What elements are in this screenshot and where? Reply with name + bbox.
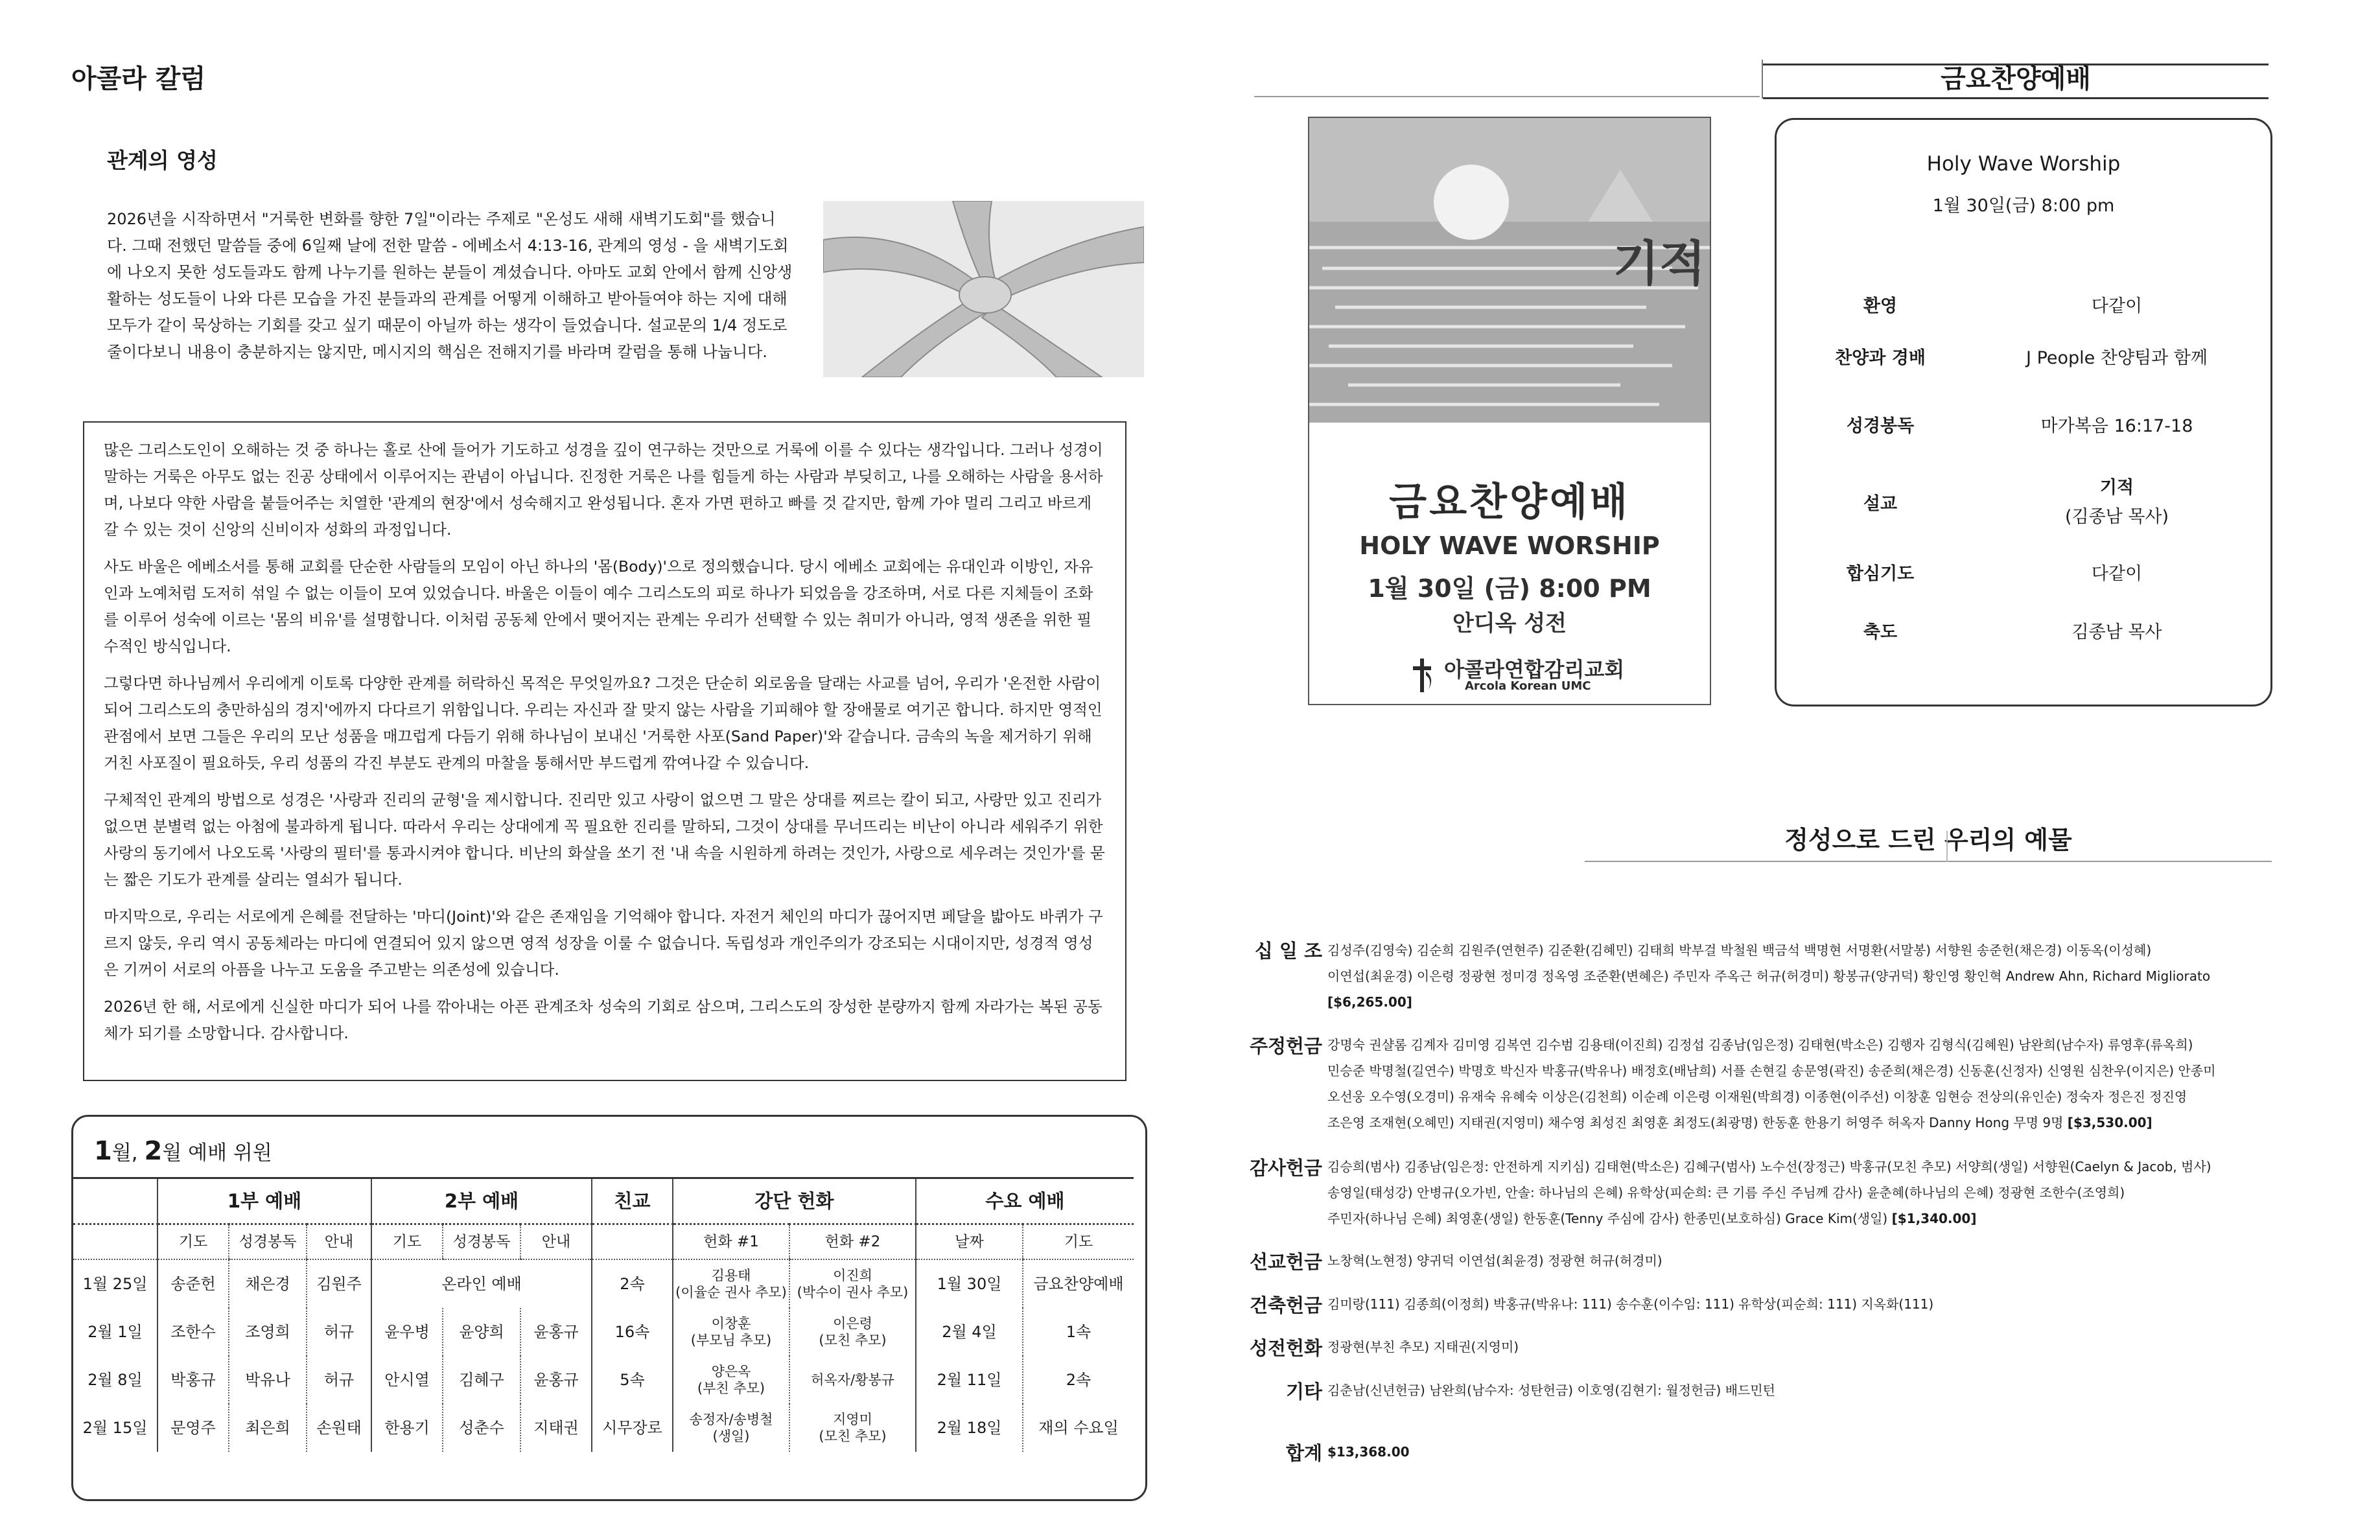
service-item-value: 다같이: [2091, 564, 2143, 584]
sub-header: 날짜: [916, 1224, 1023, 1260]
offering-label-other: 기타: [1285, 1381, 1322, 1403]
service-item-value: 김종남 목사: [2071, 622, 2162, 642]
friday-order-of-service: [1775, 118, 2272, 706]
service-item-value: J People 찬양팀과 함께: [2026, 348, 2208, 368]
sub-header: 기도: [1023, 1224, 1134, 1260]
row-date: 2월 1일: [88, 1322, 143, 1341]
sub-header: 성경봉독: [229, 1224, 307, 1260]
offering-label-tithe: 십 일 조: [1254, 940, 1322, 962]
sub-header: 헌화 #1: [673, 1224, 789, 1260]
sub-header: 헌화 #2: [789, 1224, 916, 1260]
column-paragraph: 마지막으로, 우리는 서로에게 은혜를 전달하는 '마디(Joint)'와 같은 존재임을 기억해야 합니다. 자전거 체인의 마디가 끊어지면 페달을 밟아도 바퀴가 구르지 않듯, 우리 역시 공동체라는 마디에 연결되어 있지 않으면 영적 성장을 이룰 수 없습니다. 독립성과 개인주의가 강조되는 시대이지만, 성경적 영성은 기꺼이 서로의 아픔을 나누고 도움을 주고받는 의존성에 있습니다.: [104, 907, 1103, 979]
column-paragraph: 구체적인 관계의 방법으로 성경은 '사랑과 진리의 균형'을 제시합니다. 진리만 있고 사랑이 없으면 그 말은 상대를 찌르는 칼이 되고, 사랑만 있고 진리가 없으면 분별력 없는 아첨에 불과하게 됩니다. 따라서 우리는 상대에게 꼭 필요한 진리를 말하되, 그것이 상대를 무너뜨리는 비난이 아니라 세워주기 위한 사랑의 동기에서 나오도록 '사랑의 필터'를 통과시켜야 합니다. 비난의 화살을 쏘기 전 '내 속을 시원하게 하려는 것인가, 사랑으로 세우려는 것인가'를 묻는 짧은 기도가 관계를 살리는 열쇠가 됩니다.: [104, 791, 1105, 889]
schedule-sub-header: [73, 1224, 1134, 1260]
poster-venue: 안디옥 성전: [1452, 611, 1567, 636]
offering-label-weekly: 주정헌금: [1249, 1035, 1322, 1057]
sermon-preacher: (김종남 목사): [2064, 507, 2169, 527]
group-header: 수요 예배: [916, 1178, 1134, 1224]
table-row: 2월 1일 조한수 조영희 허규 윤우병 윤양희 윤홍규 16속 이창훈 (부모님 추모) 이은령 (모친 추모) 2월 4일 1속: [73, 1308, 1134, 1356]
service-item-label: 성경봉독: [1846, 416, 1915, 436]
offering-label-thanks: 감사헌금: [1249, 1157, 1322, 1179]
service-item-label: 합심기도: [1846, 564, 1915, 584]
sea-sunrise-image: [1309, 118, 1710, 423]
offering-list-tithe: 김성주(김영숙) 김순희 김원주(연현주) 김준환(김혜민) 김태희 박부걸 박철원 백금석 백명현 서명환(서말봉) 서향원 송준헌(채은경) 이동옥(이성혜) 이연섭(최윤경) 이은령 정광현 정미경 정옥영 조준환(변혜은) 주민자 주옥근 허규(허경미) 황봉규(양귀덕) 황인영 황인혁 Andrew Ahn, Richard Migliorato [$6,265.00]: [1327, 942, 2211, 1010]
service-item-value: 다같이: [2091, 296, 2143, 316]
offering-label-flowers: 성전헌화: [1249, 1337, 1322, 1359]
offering-list-thanks: 김승희(범사) 김종남(임은정: 안전하게 지키심) 김태현(박소은) 김혜구(범사) 노수선(장정근) 박홍규(모친 추모) 서양희(생일) 서향원(Caelyn & Jacob, 범사) 송영일(태성강) 안병규(오가빈, 안솔: 하나님의 은혜) 유학상(피순희: 큰 기름 주신 주님께 감사) 윤춘혜(하나님의 은혜) 정광현 조한수(조영희) 주민자(하나님 은혜) 최영훈(생일) 한동훈(Tenny 주심에 감사) 한종민(보호하심) Grace Kim(생일) [$1,340.00]: [1327, 1159, 2211, 1226]
column-paragraph: 2026년 한 해, 서로에게 신실한 마디가 되어 나를 깎아내는 아픈 관계조차 성숙의 기회로 삼으며, 그리스도의 장성한 분량까지 함께 자라가는 복된 공동체가 되기를 소망합니다. 감사합니다.: [104, 998, 1102, 1042]
offering-list-other: 김춘남(신년헌금) 남완희(남수자: 성탄헌금) 이호영(김현기: 월정헌금) 배드민턴: [1327, 1382, 1775, 1398]
column-section-heading: 아콜라 칼럼: [71, 64, 206, 94]
sub-header: 안내: [520, 1224, 592, 1260]
group-header: 강단 헌화: [673, 1178, 916, 1224]
poster-title: 금요찬양예배: [1389, 480, 1630, 525]
group-header: 1부 예배: [158, 1178, 371, 1224]
sub-header: 안내: [307, 1224, 371, 1260]
sub-header: 기도: [158, 1224, 229, 1260]
divider: [1763, 97, 2269, 99]
column-body-box: [83, 421, 1126, 1081]
service-item-label: 설교: [1863, 494, 1898, 514]
offering-list-mission: 노창혁(노현정) 양귀덕 이연섭(최윤경) 정광현 허규(허경미): [1327, 1253, 1662, 1268]
group-header: 친교: [592, 1178, 673, 1224]
row-date: 2월 8일: [88, 1370, 143, 1389]
online-service-cell: 온라인 예배: [371, 1259, 592, 1308]
column-paragraph: 사도 바울은 에베소서를 통해 교회를 단순한 사람들의 모임이 아닌 하나의 '몸(Body)'으로 정의했습니다. 당시 에베소 교회에는 유대인과 이방인, 자유인과 노예처럼 도저히 섞일 수 없는 이들이 모여 있었습니다. 바울은 이들이 예수 그리스도의 피로 하나가 되었음을 강조하며, 서로 다른 지체들이 조화를 이루어 성숙에 이르는 '몸의 비유'를 설명합니다. 이처럼 공동체 안에서 맺어지는 관계는 우리가 선택할 수 있는 취미가 아니라, 영적 생존을 위한 필수적인 방식입니다.: [104, 557, 1093, 655]
divider: [1254, 96, 1760, 97]
sub-header: 성경봉독: [443, 1224, 520, 1260]
poster-church-name: 아콜라연합감리교회: [1444, 657, 1625, 682]
schedule-title: 1월, 2월 예배 위원: [94, 1136, 272, 1166]
column-intro: 2026년을 시작하면서 "거룩한 변화를 향한 7일"이라는 주제로 "온성도 새해 새벽기도회"를 했습니다. 그때 전했던 말씀들 중에 6일째 날에 전한 말씀 - 에베소서 4:13-16, 관계의 영성 - 을 새벽기도회에 나오지 못한 성도들과도 함께 나누기를 원하는 분들이 계셨습니다. 아마도 교회 안에서 함께 신앙생활하는 성도들이 나와 다른 모습을 가진 분들과의 관계를 어떻게 이해하고 받아들여야 하는 지에 대해 모두가 같이 묵상하는 기회를 갖고 싶기 때문이 아닐까 하는 생각이 들었습니다. 설교문의 1/4 정도로 줄이다보니 내용이 충분하지는 않지만, 메시지의 핵심은 전해지기를 바라며 칼럼을 통해 나눕니다.: [107, 210, 793, 361]
poster-calligraphy: 기적: [1613, 236, 1706, 292]
offering-label-total: 합계: [1285, 1442, 1322, 1464]
row-date: 2월 15일: [82, 1418, 148, 1437]
service-name: Holy Wave Worship: [1926, 152, 2121, 176]
poster-date: 1월 30일 (금) 8:00 PM: [1368, 574, 1651, 603]
divider: [1946, 831, 1948, 862]
row-date: 1월 25일: [82, 1274, 148, 1293]
service-item-value: 마가복음 16:17-18: [2040, 416, 2193, 436]
offering-grand-total: $13,368.00: [1327, 1444, 1410, 1460]
cross-flame-icon: [1406, 656, 1439, 695]
table-row: 2월 15일 문영주 최은희 손원태 한용기 성춘수 지태권 시무장로 송정자/송병철 (생일) 지영미 (모친 추모) 2월 18일 재의 수요일: [73, 1404, 1134, 1452]
poster-church-name-en: Arcola Korean UMC: [1465, 679, 1591, 693]
column-title: 관계의 영성: [107, 148, 218, 173]
friday-worship-heading: 금요찬양예배: [1941, 64, 2091, 94]
offering-label-mission: 선교헌금: [1249, 1251, 1322, 1273]
service-item-label: 찬양과 경배: [1835, 348, 1926, 368]
worship-committee-panel: [71, 1115, 1147, 1501]
column-paragraph: 그렇다면 하나님께서 우리에게 이토록 다양한 관계를 허락하신 목적은 무엇일까요? 그것은 단순히 외로움을 달래는 사교를 넘어, 우리가 '온전한 사람이 되어 그리스도의 충만하심의 경지'에까지 다다르기 위함입니다. 우리는 자신과 잘 맞지 않는 사람을 기피해야 할 장애물로 여기곤 합니다. 하지만 영적인 관점에서 보면 그들은 우리의 모난 성품을 매끄럽게 다듬기 위해 하나님이 보내신 '거룩한 사포(Sand Paper)'와 같습니다. 금속의 녹을 제거하기 위해 거친 사포질이 필요하듯, 우리 성품의 각진 부분도 관계의 마찰을 통해서만 부드럽게 깎여나갈 수 있습니다.: [104, 674, 1102, 772]
column-paragraph: 많은 그리스도인이 오해하는 것 중 하나는 홀로 산에 들어가 기도하고 성경을 깊이 연구하는 것만으로 거룩에 이를 수 있다는 생각입니다. 그러나 성경이 말하는 거룩은 아무도 없는 진공 상태에서 이루어지는 관념이 아닙니다. 진정한 거룩은 나를 힘들게 하는 사람과 부딪히고, 나를 오해하는 사람을 용서하며, 나보다 약한 사람을 붙들어주는 치열한 '관계의 현장'에서 성숙해지고 완성됩니다. 혼자 가면 편하고 빠를 것 같지만, 함께 가야 멀리 그리고 바르게 갈 수 있는 것이 신앙의 신비이자 성화의 과정입니다.: [104, 441, 1103, 539]
table-row: 2월 8일 박홍규 박유나 허규 안시열 김혜구 윤홍규 5속 양은옥 (부친 추모) 허옥자/황봉규 2월 11일 2속: [73, 1356, 1134, 1404]
offering-label-building: 건축헌금: [1249, 1294, 1322, 1316]
sermon-title: 기적: [2099, 478, 2134, 498]
service-date: 1월 30일(금) 8:00 pm: [1932, 196, 2115, 216]
table-row: 1월 25일 송준헌 채은경 김원주 온라인 예배 2속 김용태 (이율순 권사 추모) 이진희 (박수이 권사 추모) 1월 30일 금요찬양예배: [73, 1259, 1134, 1308]
group-header: 2부 예배: [371, 1178, 592, 1224]
schedule-table: [73, 1177, 1134, 1452]
hands-photo: [823, 201, 1144, 377]
offering-list-weekly: 강명숙 권샬롬 김계자 김미영 김복연 김수범 김용태(이진희) 김정섭 김종남(임은정) 김태현(박소은) 김행자 김형식(김혜원) 남완희(남수자) 류영후(류옥희) 민승준 박명철(길연수) 박명호 박신자 박홍규(박유나) 배정호(배남희) 서플 손현길 송문영(곽진) 송준희(채은경) 신동훈(신정자) 신영원 심찬우(이지은) 안종미 오선웅 오수영(오경미) 유재숙 유혜숙 이상은(김천희) 이순례 이은령 이재원(박희경) 이종현(이주선) 이창훈 임현승 전상의(유인순) 정숙자 정은진 정진영 조은영 조재현(오혜민) 지태권(지영미) 채수영 최성진 최영훈 최정도(최광명) 한동훈 한용기 허영주 허옥자 Danny Hong 무명 9명 [$3,530.00]: [1327, 1037, 2216, 1130]
friday-worship-poster: [1308, 117, 1711, 705]
divider: [1585, 861, 2272, 862]
service-item-label: 축도: [1863, 622, 1898, 642]
sub-header: 기도: [371, 1224, 443, 1260]
poster-subtitle: HOLY WAVE WORSHIP: [1359, 531, 1660, 560]
offering-list-building: 김미랑(111) 김종희(이정희) 박홍규(박유나: 111) 송수훈(이수임: 111) 유학상(피순희: 111) 지옥화(111): [1327, 1296, 1934, 1312]
offering-list-flowers: 정광현(부친 추모) 지태권(지영미): [1327, 1339, 1519, 1355]
service-item-label: 환영: [1863, 296, 1898, 316]
schedule-group-header: [73, 1178, 1134, 1224]
offering-heading: 정성으로 드린 우리의 예물: [1784, 826, 2072, 854]
